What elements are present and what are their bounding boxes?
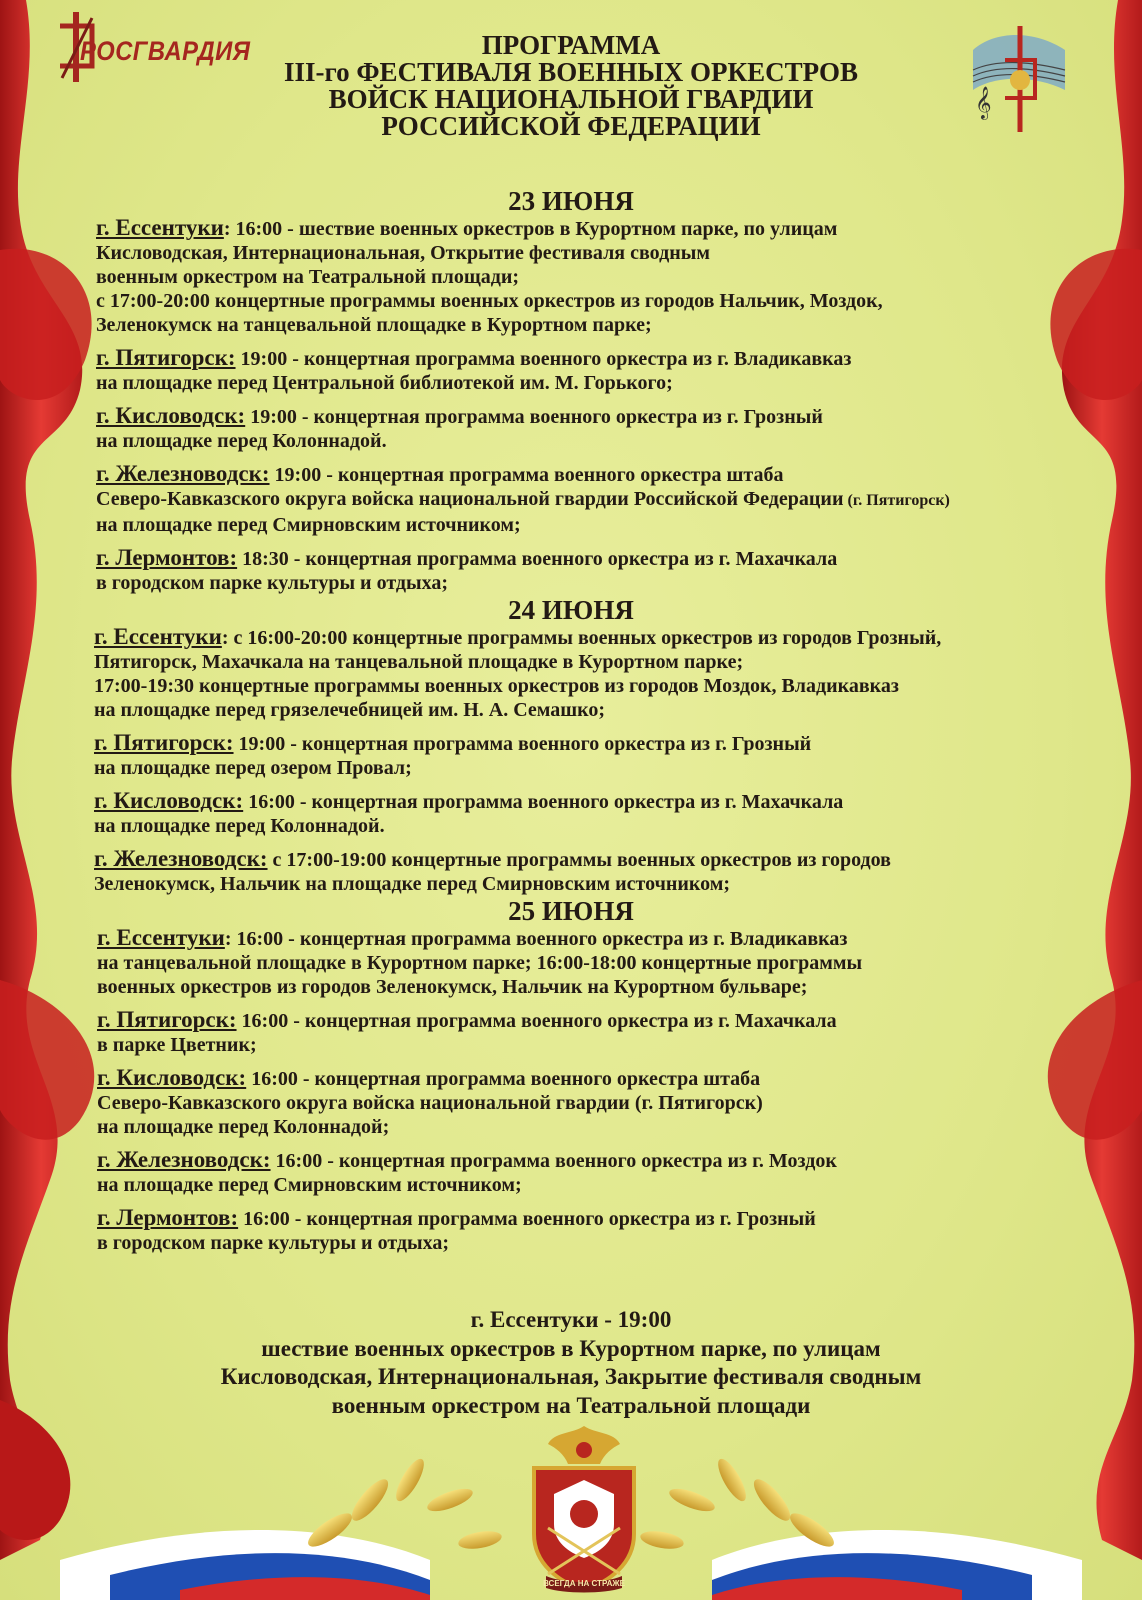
- city-name: г. Ессентуки: [97, 925, 225, 950]
- entry-line: на площадке перед Колоннадой.: [96, 430, 387, 452]
- closing-line: военным оркестром на Театральной площади: [331, 1392, 811, 1418]
- entry-line: на площадке перед Центральной библиотекой им. М. Горького;: [96, 372, 673, 394]
- entry-line: на площадке перед Колоннадой;: [97, 1116, 390, 1138]
- entry-line: в городском парке культуры и отдыха;: [96, 572, 449, 594]
- schedule-entry: [97, 1066, 1142, 1139]
- entry-line: с 17:00-20:00 концертные программы военных оркестров из городов Нальчик, Моздок,: [96, 290, 883, 312]
- entry-line: на площадке перед озером Провал;: [94, 757, 412, 779]
- entry-line: Зеленокумск, Нальчик на площадке перед Смирновским источником;: [94, 873, 731, 895]
- day-section-24: [0, 595, 1142, 896]
- schedule-entry: [97, 926, 1142, 999]
- schedule-entry: [94, 625, 1142, 722]
- schedule-entry: [96, 462, 1142, 537]
- entry-line: на площадке перед Смирновским источником;: [97, 1174, 522, 1196]
- entry-text: 19:00 - концертная программа военного оркестра из г. Владикавказ: [235, 348, 852, 370]
- schedule-entry: [94, 731, 1142, 780]
- entry-line: на площадке перед Колоннадой.: [94, 815, 385, 837]
- entry-note: (г. Пятигорск): [843, 492, 950, 509]
- day-section-23: [0, 186, 1142, 595]
- entry-text: 16:00 - концертная программа военного оркестра из г. Моздок: [270, 1150, 837, 1172]
- left-ribbon-fold-bottom: [0, 1400, 70, 1540]
- city-name: г. Железноводск:: [97, 1147, 271, 1172]
- entry-line: Зеленокумск на танцевальной площадке в Курортном парке;: [96, 314, 652, 336]
- closing-line: шествие военных оркестров в Курортном парке, по улицам: [261, 1335, 881, 1361]
- entry-text: : 16:00 - шествие военных оркестров в Курортном парке, по улицам: [223, 218, 838, 240]
- entry-line: Кисловодская, Интернациональная, Открытие фестиваля сводным: [96, 242, 710, 264]
- city-name: г. Пятигорск:: [97, 1007, 237, 1032]
- entry-line: Северо-Кавказского округа войска национальной гвардии (г. Пятигорск): [97, 1092, 763, 1114]
- city-name: г. Лермонтов:: [97, 1205, 239, 1230]
- entry-line: в парке Цветник;: [97, 1034, 257, 1056]
- city-name: г. Ессентуки: [94, 624, 222, 649]
- entry-text: : 16:00 - концертная программа военного оркестра из г. Владикавказ: [224, 928, 848, 950]
- logo-left-text: РОСГВАРДИЯ: [80, 36, 251, 66]
- entry-text: 16:00 - концертная программа военного оркестра из г. Махачкала: [236, 1010, 837, 1032]
- entry-line: на площадке перед Смирновским источником;: [96, 514, 521, 536]
- entry-line: Северо-Кавказского округа войска национальной гвардии Российской Федерации: [96, 488, 844, 510]
- entry-line: военных оркестров из городов Зеленокумск, Нальчик на Курортном бульваре;: [97, 976, 808, 998]
- city-name: г. Железноводск:: [96, 461, 270, 486]
- city-name: г. Пятигорск:: [96, 345, 236, 370]
- entry-line: в городском парке культуры и отдыха;: [97, 1232, 450, 1254]
- entry-line: на площадке перед грязелечебницей им. Н. А. Семашко;: [94, 699, 606, 721]
- entry-line: военным оркестром на Театральной площади;: [96, 266, 520, 288]
- schedule-entry: [96, 546, 1142, 595]
- entry-text: с 17:00-19:00 концертные программы военных оркестров из городов: [267, 849, 891, 871]
- emblem-motto: ВСЕГДА НА СТРАЖЕ: [543, 1579, 625, 1588]
- closing-line: Кисловодская, Интернациональная, Закрытие фестиваля сводным: [220, 1364, 922, 1389]
- entry-text: 16:00 - концертная программа военного оркестра штаба: [246, 1068, 761, 1090]
- schedule-entry: [96, 404, 1142, 453]
- title-line: РОССИЙСКОЙ ФЕДЕРАЦИИ: [381, 111, 761, 141]
- entry-text: 19:00 - концертная программа военного оркестра штаба: [269, 464, 784, 486]
- title-line: ПРОГРАММА: [481, 30, 661, 60]
- entry-text: 18:30 - концертная программа военного оркестра из г. Махачкала: [237, 548, 838, 570]
- svg-text:𝄞: 𝄞: [975, 86, 992, 119]
- city-name: г. Кисловодск:: [96, 403, 246, 428]
- city-name: г. Железноводск:: [94, 846, 268, 871]
- day-section-25: [0, 896, 1142, 1255]
- entry-line: 17:00-19:30 концертные программы военных оркестров из городов Моздок, Владикавказ: [94, 675, 899, 697]
- schedule-entry: [94, 789, 1142, 838]
- schedule-entry: [97, 1008, 1142, 1057]
- schedule-entry: [97, 1206, 1142, 1255]
- entry-text: 16:00 - концертная программа военного оркестра из г. Махачкала: [243, 791, 844, 813]
- entry-line: на танцевальной площадке в Курортном парке; 16:00-18:00 концертные программы: [97, 952, 863, 974]
- entry-line: Пятигорск, Махачкала на танцевальной площадке в Курортном парке;: [94, 651, 744, 673]
- day-heading: 24 ИЮНЯ: [508, 595, 634, 625]
- title-line: III-го ФЕСТИВАЛЯ ВОЕННЫХ ОРКЕСТРОВ: [284, 57, 858, 87]
- poster-title: [140, 32, 1002, 140]
- day-heading: 23 ИЮНЯ: [508, 186, 634, 216]
- entry-text: 16:00 - концертная программа военного оркестра из г. Грозный: [238, 1208, 816, 1230]
- city-name: г. Лермонтов:: [96, 545, 238, 570]
- closing-ceremony: [100, 1306, 1042, 1420]
- entry-text: 19:00 - концертная программа военного оркестра из г. Грозный: [245, 406, 823, 428]
- day-heading: 25 ИЮНЯ: [508, 896, 634, 926]
- city-name: г. Пятигорск:: [94, 730, 234, 755]
- schedule-entry: [96, 346, 1142, 395]
- title-line: ВОЙСК НАЦИОНАЛЬНОЙ ГВАРДИИ: [328, 84, 814, 114]
- schedule-entry: [94, 847, 1142, 896]
- national-guard-emblem-icon: [524, 1424, 644, 1594]
- schedule-entry: [96, 216, 1142, 337]
- schedule-entry: [97, 1148, 1142, 1197]
- city-name: г. Кисловодск:: [94, 788, 244, 813]
- schedule: [0, 186, 1142, 1255]
- city-name: г. Ессентуки: [96, 215, 224, 240]
- closing-line: г. Ессентуки - 19:00: [470, 1307, 672, 1332]
- city-name: г. Кисловодск:: [97, 1065, 247, 1090]
- entry-text: 19:00 - концертная программа военного оркестра из г. Грозный: [233, 733, 812, 755]
- entry-text: : с 16:00-20:00 концертные программы военных оркестров из городов Грозный,: [221, 627, 942, 649]
